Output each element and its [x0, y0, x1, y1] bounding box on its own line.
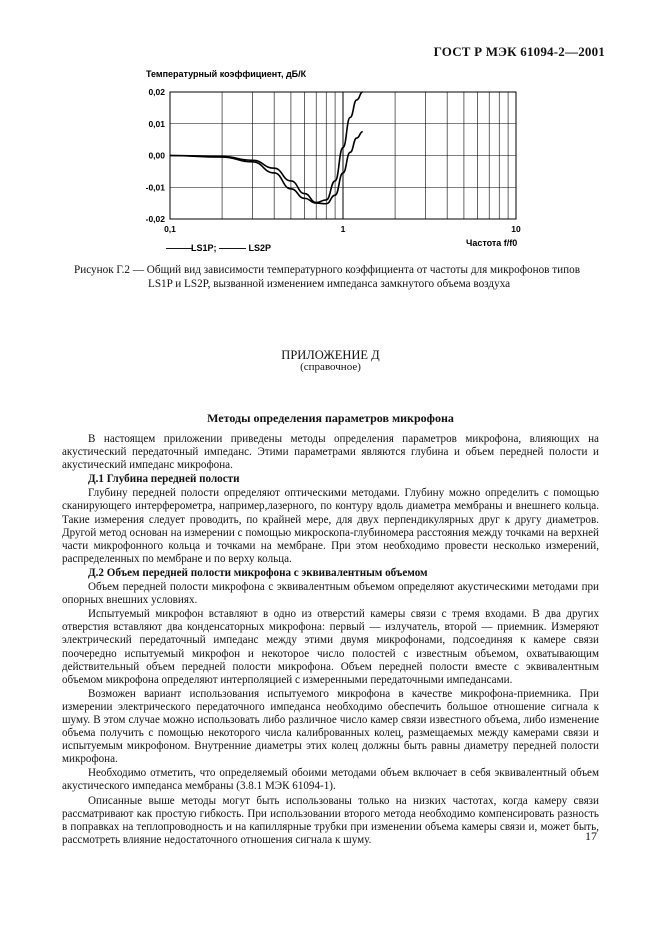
- y-tick-label: -0,02: [145, 214, 165, 224]
- chart-xlabel: Частота f/f0: [466, 238, 518, 248]
- paragraph-d2b: Испытуемый микрофон вставляют в одно из отверстий камеры связи с тремя входами. В два других отверстия вставляют два конденсаторных микрофона: первый — излучатель, второй — приемник. Измеряют электрический передаточный импеданс между этими двумя микрофонами, подсоединяя к камере связи поочередно испытуемый микрофон и некоторое число полостей с известным объемом, охватывающим действительный объем передней полости микрофона. Объем передней полости вместе с эквивалентным объемом микрофона определяют интерполяцией с измеренными передаточными импедансами.: [62, 608, 599, 686]
- x-tick-label: 1: [340, 224, 346, 234]
- heading-d2: Д.2 Объем передней полости микрофона с эквивалентным объемом: [88, 566, 428, 579]
- paragraph-d2d: Необходимо отметить, что определяемый обоими методами объем включает в себя эквивалентный объем акустического импеданса мембраны (3.8.1 МЭК 61094-1).: [62, 767, 599, 793]
- body-text: [62, 433, 599, 848]
- y-tick-label: 0,02: [148, 87, 165, 97]
- series-line-ls1p: [170, 92, 363, 202]
- figure-caption: Рисунок Г.2 — Общий вид зависимости температурного коэффициента от частоты для микрофонов типов LS1P и LS2P, вызванной изменением импеданса замкнутого объема воздуха: [74, 264, 580, 290]
- figure-g2: [0, 60, 661, 260]
- y-tick-label: -0,01: [145, 182, 165, 193]
- page-number: 17: [585, 829, 597, 843]
- chart-ylabel: Температурный коэффициент, дБ/К: [146, 69, 307, 79]
- paragraph-intro: В настоящем приложении приведены методы определения параметров микрофона, влияющих на акустический передаточный импеданс. Этими параметрами являются глубина и объем передней полости и акустический импеданс микрофона.: [62, 433, 599, 472]
- section-title: Методы определения параметров микрофона: [207, 411, 454, 425]
- heading-d1: Д.1 Глубина передней полости: [88, 473, 240, 486]
- y-tick-label: 0,00: [148, 150, 165, 161]
- temperature-coefficient-chart: [0, 60, 661, 260]
- chart-legend: LS1P; ——— LS2P: [191, 243, 272, 253]
- legend-line-sample: ———: [166, 243, 193, 253]
- paragraph-d1: Глубину передней полости определяют оптическими методами. Глубину можно определить с помощью сканирующего интерферометра, например,лазерного, по контуру вдоль диаметра мембраны и внешнего кольца. Такие измерения следует проводить, по крайней мере, для двух перпендикулярных друг к другу диаметров. Другой метод основан на измерении с помощью микроскопа-глубиномера расстояния между точками на верхней части микрофонного кольца и точками на мембране. При этом необходимо провести несколько измерений, распределенных по мембране и по верху кольца.: [62, 487, 599, 565]
- x-tick-label: 0,1: [164, 224, 176, 234]
- appendix-subtitle: (справочное): [300, 361, 361, 373]
- document-header: ГОСТ Р МЭК 61094-2—2001: [433, 44, 605, 59]
- series-line-ls2p: [170, 132, 363, 204]
- y-tick-label: 0,01: [148, 118, 165, 129]
- paragraph-d2e: Описанные выше методы могут быть использованы только на низких частотах, когда камеру связи рассматривают как простую гибкость. При использовании второго метода необходимо компенсировать разность в поправках на теплопроводность и на капиллярные трубки при изменении объема камеры связи и, может быть, рассмотреть влияние недостаточного отношения сигнала к шуму.: [62, 794, 599, 846]
- paragraph-d2a: Объем передней полости микрофона с эквивалентным объемом определяют акустическими методами при опорных внешних условиях.: [62, 581, 599, 607]
- x-tick-label: 10: [511, 224, 521, 234]
- paragraph-d2c: Возможен вариант использования испытуемого микрофона в качестве микрофона-приемника. При измерении электрического передаточного импеданса необходимо обеспечить большое отношение сигнала к шуму. В этом случае можно использовать либо различное число камер связи известного объема, либо изменение объема получить с помощью некоторого числа калиброванных колец, размещаемых между камерами связи и испытуемым микрофоном. Внутренние диаметры этих колец должны быть равны диаметру передней полости микрофона.: [62, 687, 599, 766]
- appendix-title: ПРИЛОЖЕНИЕ Д: [281, 348, 380, 362]
